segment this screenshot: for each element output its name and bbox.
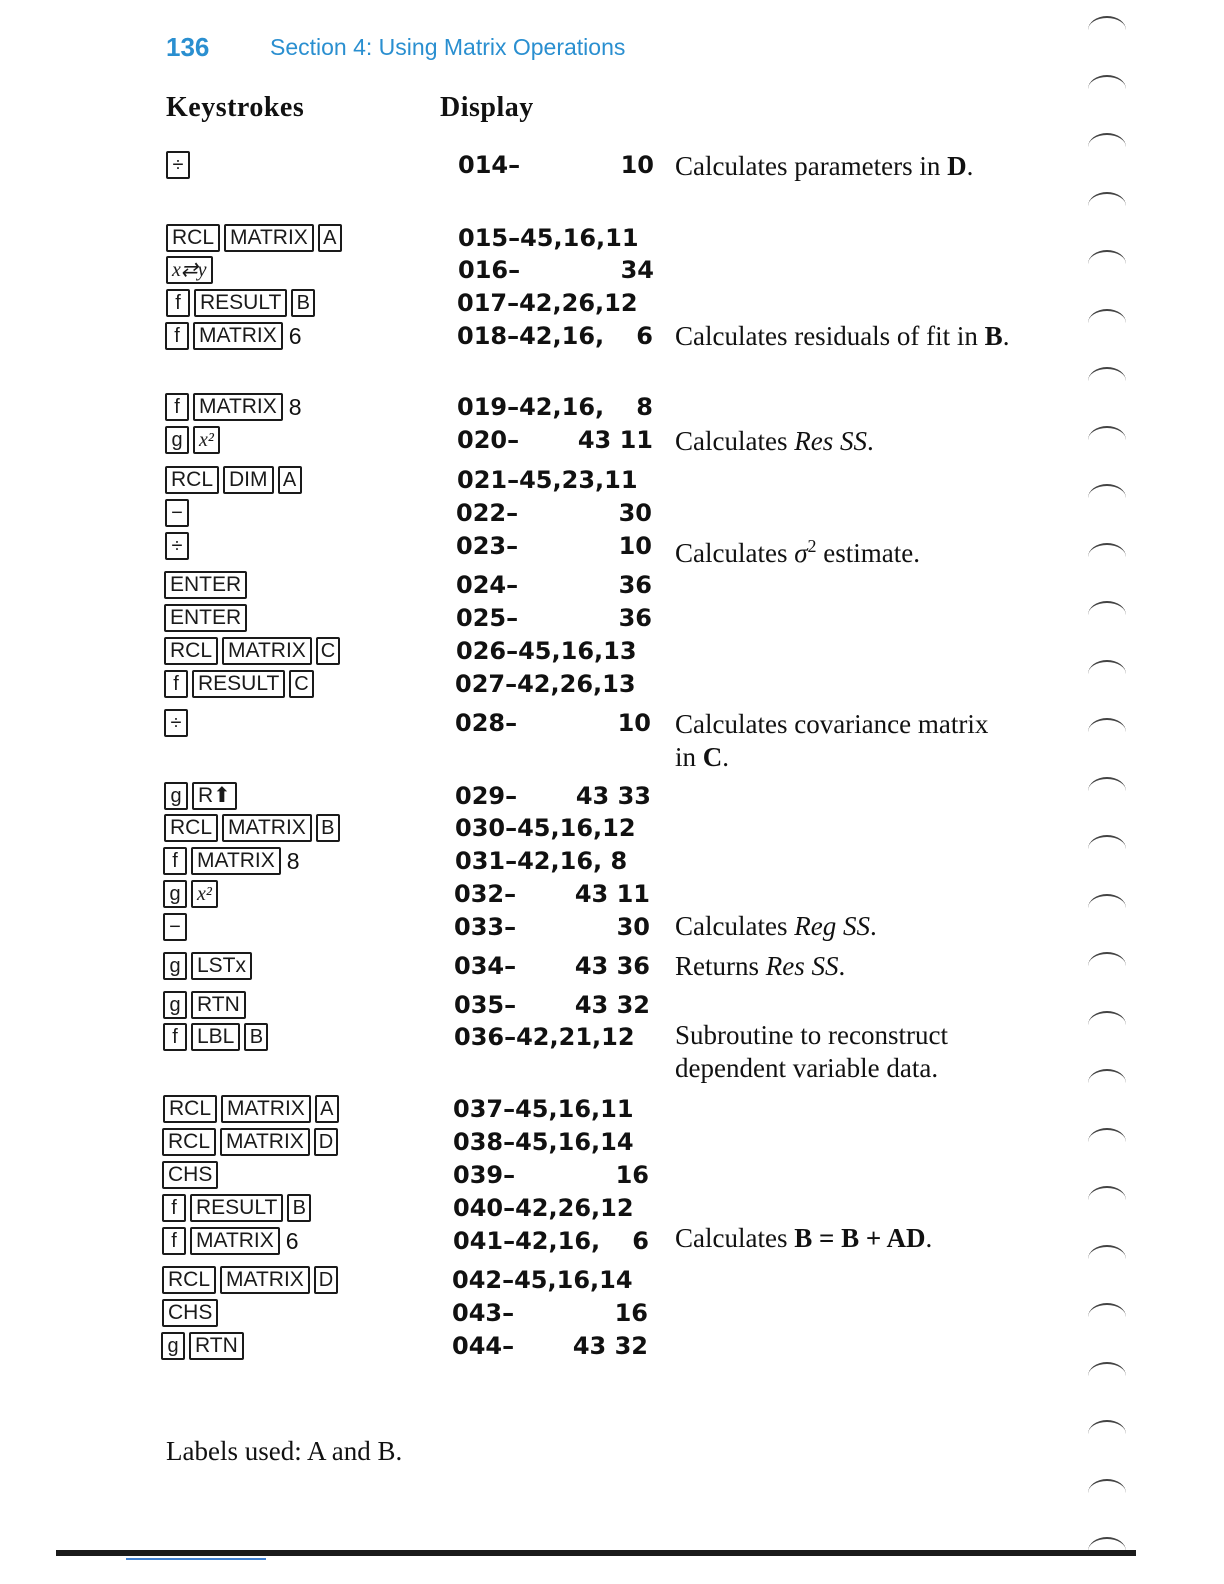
line-address: 016–: [458, 256, 521, 284]
bottom-blue-rule: [126, 1558, 266, 1560]
calculator-key: ÷: [164, 709, 188, 737]
keystroke-sequence: [164, 636, 340, 666]
program-line: [0, 669, 1224, 709]
keystroke-sequence: [163, 846, 300, 876]
calculator-key: g: [164, 782, 188, 810]
note-covariance: Calculates covariance matrix in C.: [675, 709, 989, 772]
keystroke-sequence: [165, 392, 302, 422]
binding-ring: [1088, 16, 1126, 44]
display-code: [454, 990, 650, 1020]
key-code: 43 32: [572, 1332, 648, 1360]
calculator-key: ENTER: [164, 571, 247, 599]
display-code: [455, 708, 651, 738]
calculator-key: g: [163, 991, 187, 1019]
calculator-key: −: [163, 913, 187, 941]
digit-key: 6: [288, 322, 302, 349]
calculator-key: f: [165, 393, 189, 421]
program-line: [0, 150, 1224, 190]
line-address: 039–: [453, 1161, 516, 1189]
display-code: [456, 570, 652, 600]
keystroke-sequence: [166, 150, 190, 180]
calculator-key: MATRIX: [222, 637, 312, 665]
display-code: [457, 321, 653, 351]
digit-key: 8: [286, 847, 300, 874]
calculator-key: MATRIX: [191, 847, 281, 875]
key-code: 30: [618, 499, 652, 527]
calculator-key: CHS: [162, 1161, 218, 1189]
binding-ring: [1088, 952, 1126, 980]
calculator-key: f: [163, 1023, 187, 1051]
line-address: 044–: [452, 1332, 515, 1360]
keystroke-sequence: [165, 531, 189, 561]
calculator-key: RESULT: [192, 670, 285, 698]
line-address: 032–: [454, 880, 517, 908]
calculator-key: RESULT: [194, 289, 287, 317]
binding-ring: [1088, 133, 1126, 161]
line-address: 035–: [454, 991, 517, 1019]
binding-ring: [1088, 367, 1126, 395]
binding-ring: [1088, 718, 1126, 746]
binding-ring: [1088, 1479, 1126, 1507]
labels-used-note: Labels used: A and B.: [166, 1436, 403, 1466]
keystroke-sequence: [165, 425, 220, 455]
line-address: 043–: [452, 1299, 515, 1327]
binding-ring: [1088, 1420, 1126, 1448]
keystroke-sequence: [166, 255, 213, 285]
display-code: [453, 1127, 649, 1157]
line-address: 030–45,16,12: [455, 814, 636, 842]
calculator-key: g: [165, 426, 189, 454]
calculator-key: MATRIX: [221, 1095, 311, 1123]
key-code: 10: [618, 532, 652, 560]
display-code: [454, 879, 650, 909]
display-code: [452, 1331, 648, 1361]
line-address: 014–: [458, 151, 521, 179]
keystroke-sequence: [161, 1331, 244, 1361]
keystroke-sequence: [165, 498, 189, 528]
calculator-key: MATRIX: [222, 814, 312, 842]
display-code: [458, 150, 654, 180]
calculator-key: x⇄y: [166, 256, 213, 284]
calculator-key: −: [165, 499, 189, 527]
program-line: [0, 531, 1224, 571]
display-code: [452, 1298, 648, 1328]
calculator-key: RCL: [162, 1128, 216, 1156]
calculator-key: A: [318, 224, 342, 252]
key-code: 43 33: [575, 782, 651, 810]
keystroke-sequence: [163, 1094, 339, 1124]
calculator-key: B: [291, 289, 315, 317]
key-code: 10: [620, 151, 654, 179]
calculator-key: B: [244, 1023, 268, 1051]
calculator-key: A: [278, 466, 302, 494]
display-code: [457, 465, 653, 495]
line-address: 042–45,16,14: [452, 1266, 633, 1294]
line-address: 029–: [455, 782, 518, 810]
keystroke-sequence: [165, 321, 302, 351]
binding-ring: [1088, 75, 1126, 103]
keystroke-sequence: [164, 603, 247, 633]
calculator-key: LBL: [191, 1023, 240, 1051]
binding-ring: [1088, 426, 1126, 454]
program-line: [0, 1022, 1224, 1062]
calculator-key: MATRIX: [193, 393, 283, 421]
line-address: 036–42,21,12: [454, 1023, 635, 1051]
key-code: 10: [617, 709, 651, 737]
page-number: 136: [166, 32, 210, 62]
binding-ring: [1088, 660, 1126, 688]
keystroke-sequence: [163, 990, 246, 1020]
keystroke-sequence: [162, 1193, 311, 1223]
line-address: 023–: [456, 532, 519, 560]
display-code: [456, 531, 652, 561]
keystroke-sequence: [164, 570, 247, 600]
line-address: 020–: [457, 426, 520, 454]
calculator-key: x²: [191, 880, 218, 908]
program-line: [0, 912, 1224, 952]
line-address: 021–45,23,11: [457, 466, 638, 494]
note-residuals: Calculates residuals of fit in B.: [675, 321, 1010, 351]
line-address: 033–: [454, 913, 517, 941]
keystroke-sequence: [164, 669, 314, 699]
binding-ring: [1088, 1303, 1126, 1331]
binding-ring: [1088, 309, 1126, 337]
display-code: [455, 781, 651, 811]
binding-ring: [1088, 1069, 1126, 1097]
display-code: [453, 1094, 649, 1124]
calculator-key: f: [162, 1194, 186, 1222]
key-code: 43 11: [577, 426, 653, 454]
keystroke-sequence: [162, 1127, 338, 1157]
calculator-key: MATRIX: [220, 1128, 310, 1156]
note-res-ss: Calculates Res SS.: [675, 426, 874, 456]
section-title: Section 4: Using Matrix Operations: [270, 34, 626, 60]
calculator-key: RCL: [164, 814, 218, 842]
calculator-key: RTN: [189, 1332, 244, 1360]
line-address: 026–45,16,13: [456, 637, 637, 665]
calculator-key: MATRIX: [190, 1227, 280, 1255]
keystroke-sequence: [163, 1022, 268, 1052]
key-code: 6: [636, 322, 653, 350]
calculator-key: D: [314, 1266, 338, 1294]
binding-ring: [1088, 1186, 1126, 1214]
calculator-key: LSTx: [191, 952, 252, 980]
display-code: [454, 1022, 650, 1052]
display-code: [457, 425, 653, 455]
line-address: 025–: [456, 604, 519, 632]
line-address: 022–: [456, 499, 519, 527]
calculator-key: g: [161, 1332, 185, 1360]
calculator-key: R⬆: [192, 782, 237, 810]
line-address: 031–42,16, 8: [455, 847, 628, 875]
keystroke-sequence: [166, 223, 342, 253]
binding-ring: [1088, 250, 1126, 278]
keystroke-sequence: [165, 465, 302, 495]
note-reg-ss: Calculates Reg SS.: [675, 911, 877, 941]
calculator-key: RCL: [166, 224, 220, 252]
calculator-key: RESULT: [190, 1194, 283, 1222]
calculator-key: f: [164, 670, 188, 698]
note-returns-res-ss: Returns Res SS.: [675, 951, 846, 981]
key-code: 30: [616, 913, 650, 941]
keystroke-sequence: [163, 951, 252, 981]
keystroke-sequence: [162, 1265, 338, 1295]
keystroke-sequence: [163, 879, 218, 909]
calculator-key: B: [287, 1194, 311, 1222]
note-subroutine: Subroutine to reconstruct dependent variable data.: [675, 1020, 948, 1083]
calculator-key: D: [314, 1128, 338, 1156]
keystroke-sequence: [162, 1226, 299, 1256]
calculator-key: RCL: [164, 637, 218, 665]
key-code: 43 32: [574, 991, 650, 1019]
key-code: 8: [636, 393, 653, 421]
calculator-key: RTN: [191, 991, 246, 1019]
calculator-key: CHS: [162, 1299, 218, 1327]
note-parameters: Calculates parameters in D.: [675, 151, 974, 181]
calculator-key: f: [162, 1227, 186, 1255]
keystroke-sequence: [164, 781, 237, 811]
key-code: 36: [618, 604, 652, 632]
binding-ring: [1088, 1245, 1126, 1273]
key-code: 34: [620, 256, 654, 284]
display-code: [456, 636, 652, 666]
calculator-key: f: [163, 847, 187, 875]
calculator-key: C: [316, 637, 340, 665]
key-code: 36: [618, 571, 652, 599]
calculator-key: ÷: [165, 532, 189, 560]
line-address: 018–42,16,: [457, 322, 605, 350]
calculator-key: f: [165, 322, 189, 350]
display-code: [455, 846, 651, 876]
digit-key: 6: [285, 1227, 299, 1254]
display-code: [454, 951, 650, 981]
calculator-key: DIM: [223, 466, 274, 494]
line-address: 038–45,16,14: [453, 1128, 634, 1156]
key-code: 43 36: [574, 952, 650, 980]
line-address: 019–42,16,: [457, 393, 605, 421]
keystroke-sequence: [166, 288, 315, 318]
key-code: 6: [632, 1227, 649, 1255]
display-code: [458, 223, 654, 253]
display-code: [454, 912, 650, 942]
line-address: 040–42,26,12: [453, 1194, 634, 1222]
program-line: [0, 708, 1224, 748]
calculator-key: MATRIX: [193, 322, 283, 350]
binding-ring: [1088, 777, 1126, 805]
note-sigma-estimate: Calculates $\sigma^2$ estimate.: [675, 536, 921, 568]
calculator-key: MATRIX: [220, 1266, 310, 1294]
binding-ring: [1088, 543, 1126, 571]
calculator-key: ÷: [166, 151, 190, 179]
calculator-key: A: [315, 1095, 339, 1123]
calculator-key: RCL: [163, 1095, 217, 1123]
key-code: 16: [614, 1299, 648, 1327]
program-line: [0, 1226, 1224, 1266]
calculator-key: ENTER: [164, 604, 247, 632]
keystrokes-heading: Keystrokes: [166, 92, 305, 123]
display-code: [456, 603, 652, 633]
binding-ring: [1088, 192, 1126, 220]
display-code: [456, 498, 652, 528]
keystroke-sequence: [162, 1298, 218, 1328]
key-code: 43 11: [574, 880, 650, 908]
calculator-key: RCL: [165, 466, 219, 494]
calculator-key: C: [289, 670, 313, 698]
display-code: [453, 1226, 649, 1256]
line-address: 037–45,16,11: [453, 1095, 634, 1123]
calculator-key: x²: [193, 426, 220, 454]
display-code: [455, 669, 651, 699]
binding-ring: [1088, 484, 1126, 512]
note-b-equals: Calculates B = B + AD.: [675, 1223, 933, 1253]
display-code: [452, 1265, 648, 1295]
calculator-key: B: [316, 814, 340, 842]
binding-ring: [1088, 894, 1126, 922]
calculator-key: g: [163, 952, 187, 980]
line-address: 024–: [456, 571, 519, 599]
display-code: [455, 813, 651, 843]
calculator-key: g: [163, 880, 187, 908]
program-line: [0, 1331, 1224, 1371]
line-address: 017–42,26,12: [457, 289, 638, 317]
program-line: [0, 321, 1224, 361]
spiral-binding: [1080, 0, 1140, 1584]
binding-ring: [1088, 1128, 1126, 1156]
line-address: 034–: [454, 952, 517, 980]
display-heading: Display: [440, 92, 534, 123]
binding-ring: [1088, 1011, 1126, 1039]
keystroke-sequence: [163, 912, 187, 942]
program-line: [0, 425, 1224, 465]
digit-key: 8: [288, 393, 302, 420]
line-address: 041–42,16,: [453, 1227, 601, 1255]
line-address: 028–: [455, 709, 518, 737]
program-line: [0, 951, 1224, 991]
calculator-key: MATRIX: [224, 224, 314, 252]
binding-ring: [1088, 601, 1126, 629]
display-code: [453, 1160, 649, 1190]
line-address: 015–45,16,11: [458, 224, 639, 252]
line-address: 027–42,26,13: [455, 670, 636, 698]
keystroke-sequence: [164, 813, 340, 843]
display-code: [458, 255, 654, 285]
bottom-rule: [56, 1550, 1136, 1556]
display-code: [457, 288, 653, 318]
display-code: [457, 392, 653, 422]
keystroke-sequence: [164, 708, 188, 738]
keystroke-sequence: [162, 1160, 218, 1190]
calculator-key: RCL: [162, 1266, 216, 1294]
display-code: [453, 1193, 649, 1223]
calculator-key: f: [166, 289, 190, 317]
binding-ring: [1088, 835, 1126, 863]
binding-ring: [1088, 1362, 1126, 1390]
key-code: 16: [615, 1161, 649, 1189]
